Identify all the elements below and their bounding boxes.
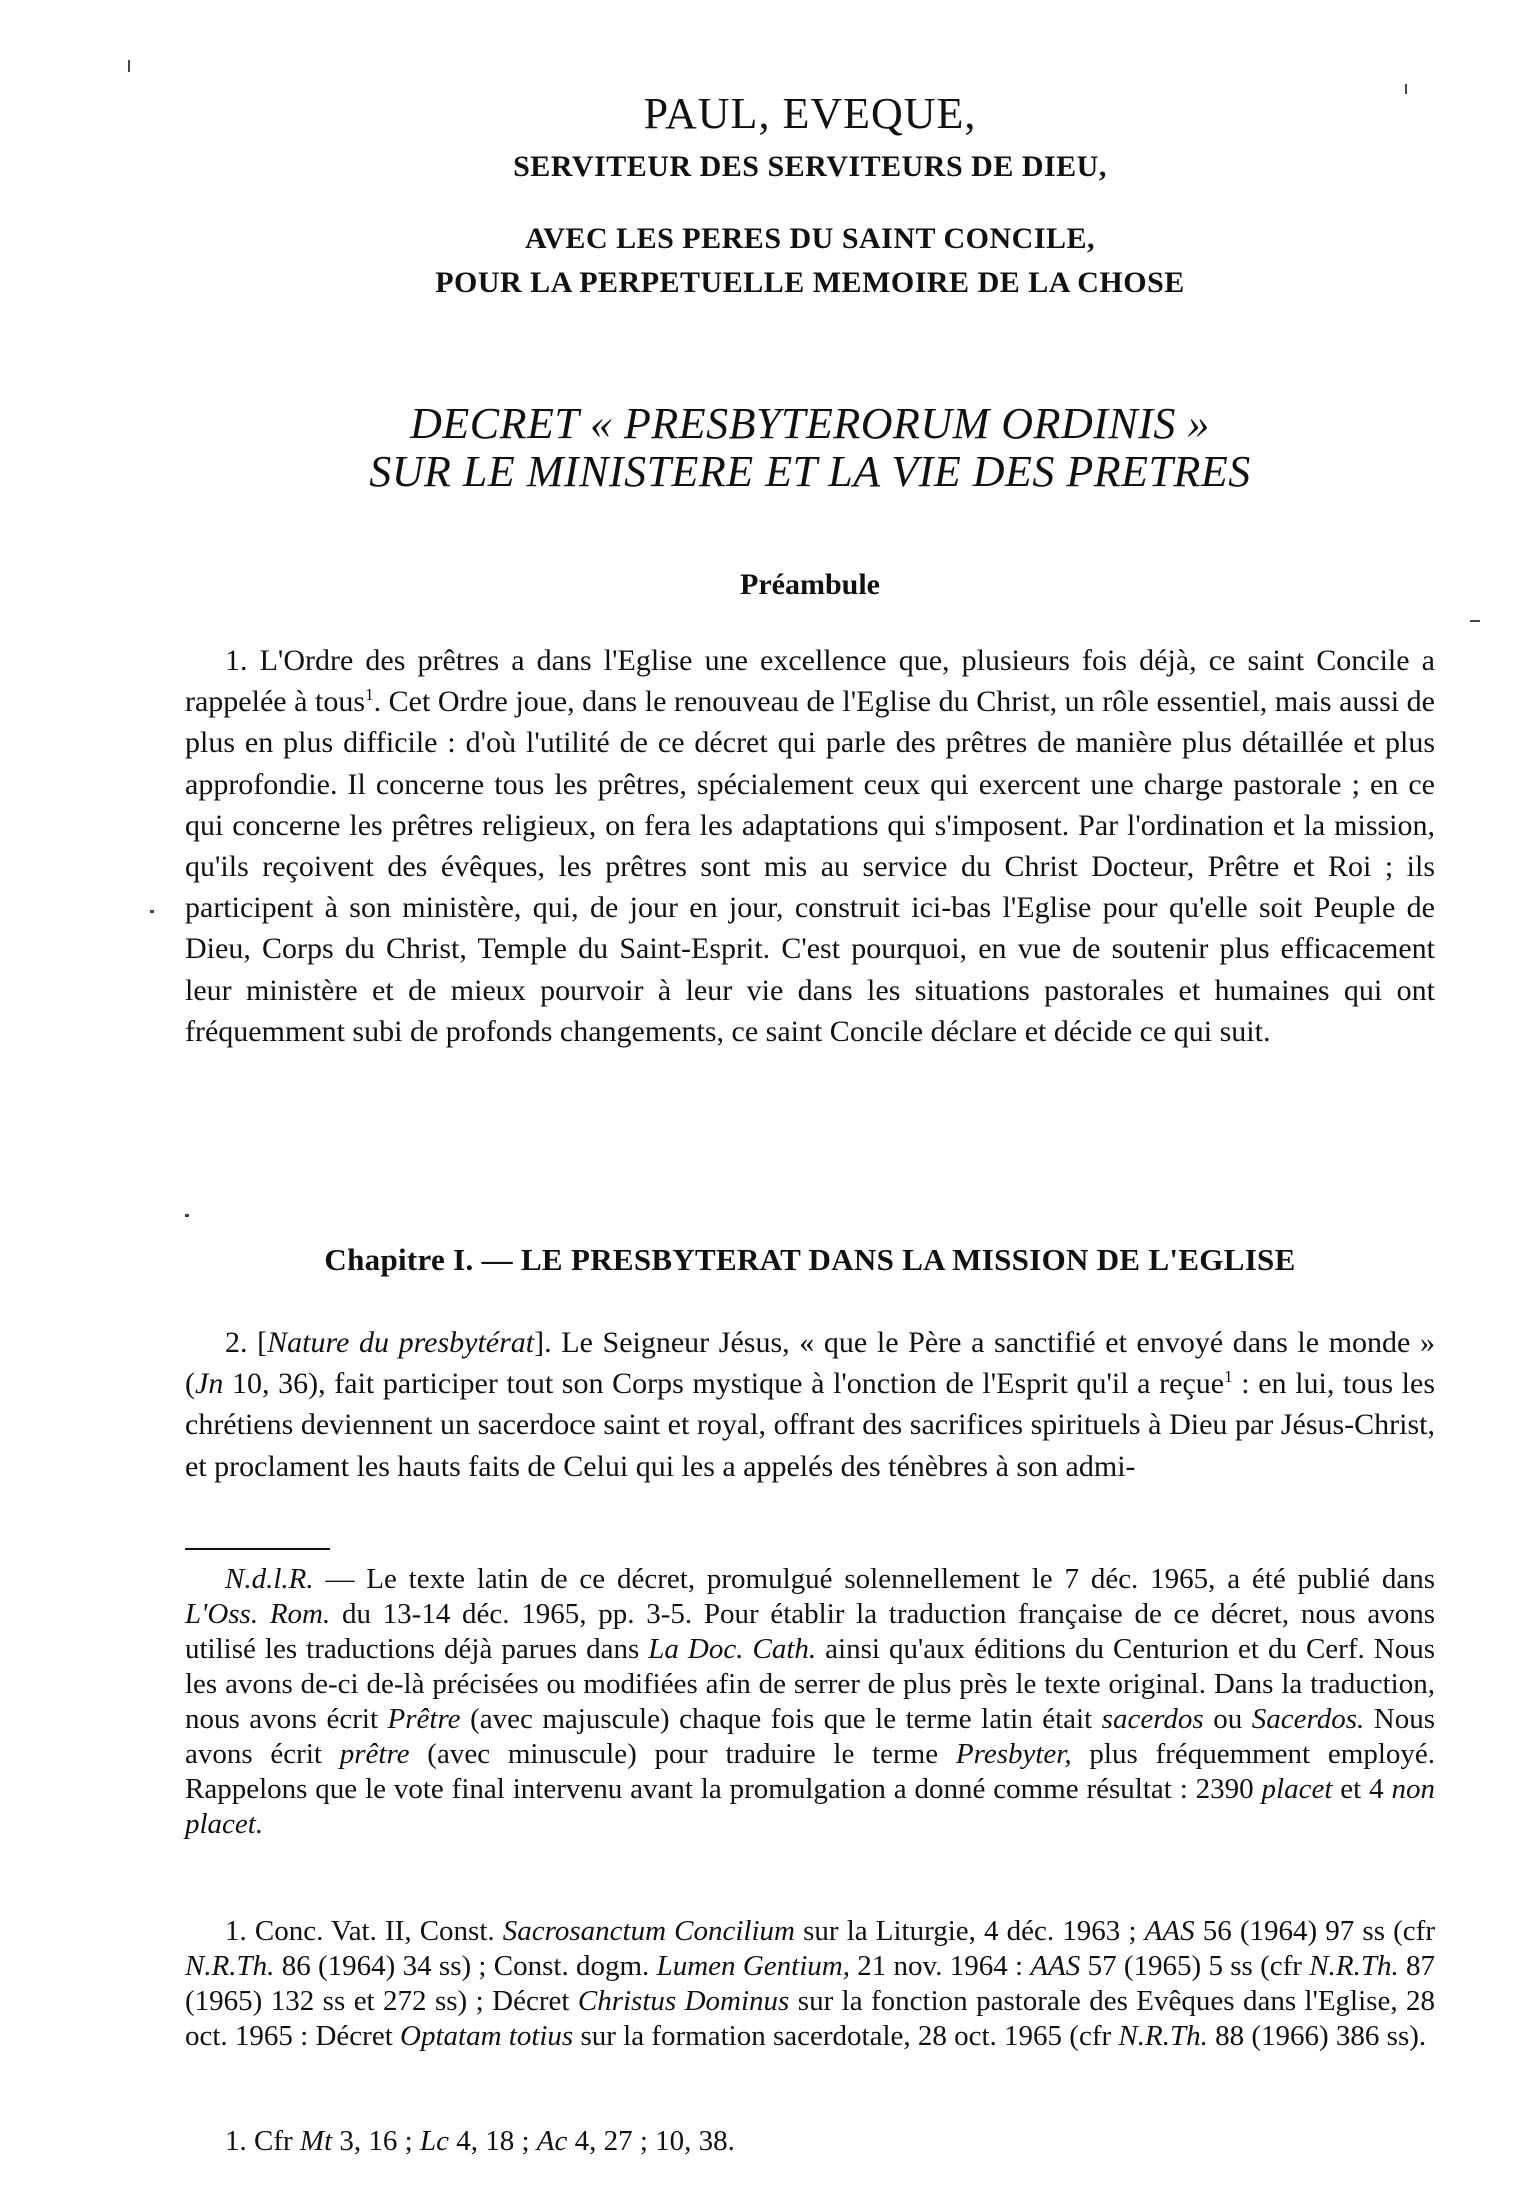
footnote-text: sur la Liturgie, 4 déc. 1963 ; <box>794 1915 1145 1947</box>
italic-text: Ac <box>536 2125 568 2157</box>
italic-text: Presbyter, <box>955 1738 1072 1770</box>
footnote-text: plus fréquemment employé. Rappelons que le vote final intervenu avant la promulgation a donné comme résultat : 2390 <box>185 1738 1436 1805</box>
decree-title-line-1: DECRET « PRESBYTERORUM ORDINIS » <box>410 399 1210 448</box>
italic-text: placet <box>1261 1773 1333 1805</box>
chapter-heading: Chapitre I. — LE PRESBYTERAT DANS LA MISSION DE L'EGLISE <box>324 1242 1296 1277</box>
footnote-text: — Le texte latin de ce décret, promulgué solennellement le 7 déc. 1965, a été publié dans <box>313 1563 1435 1595</box>
paragraph-text: : en lui, tous les chrétiens deviennent un sacerdoce saint et royal, offrant des sacrifices spirituels à Dieu par Jésus-Christ, et proclament les hauts faits de Celui qui les a appelés des ténèbres à son admi- <box>185 1367 1436 1483</box>
footnote-editorial <box>185 1562 1435 1842</box>
footnote-text: 57 (1965) 5 ss (cfr <box>1080 1950 1310 1982</box>
footnote-1b <box>185 2124 1435 2159</box>
italic-text: N.d.l.R. <box>225 1563 314 1595</box>
italic-text: N.R.Th. <box>1309 1950 1399 1982</box>
scan-mark <box>1405 84 1407 94</box>
footnote-text: 3, 16 ; <box>332 2125 420 2157</box>
preamble-heading: Préambule <box>740 568 880 601</box>
italic-text: AAS <box>1030 1950 1081 1982</box>
footnote-text: (avec majuscule) chaque fois que le terme latin était <box>460 1703 1102 1735</box>
italic-text: N.R.Th. <box>185 1950 275 1982</box>
italic-text: Christus Dominus <box>577 1985 790 2017</box>
footnote-ref: 1 <box>365 685 374 705</box>
italic-text: Sacerdos. <box>1251 1703 1365 1735</box>
italic-text: Prêtre <box>387 1703 461 1735</box>
decree-title-line-2: SUR LE MINISTERE ET LA VIE DES PRETRES <box>369 447 1251 496</box>
italic-text: Lumen Gentium, <box>656 1950 850 1982</box>
preamble-paragraph <box>185 640 1435 1052</box>
header-line-2: SERVITEUR DES SERVITEURS DE DIEU, <box>513 150 1107 183</box>
footnote-text: 88 (1966) 386 ss). <box>1207 2020 1427 2052</box>
italic-text: Optatam totius <box>400 2020 574 2052</box>
footnote-text: 1. Cfr <box>225 2125 300 2157</box>
italic-text: sacerdos <box>1101 1703 1204 1735</box>
header-line-1: PAUL, EVEQUE, <box>643 89 977 138</box>
footnote-text: ainsi qu'aux éditions du Centurion et du Cerf. Nous les avons de-ci de-là précisées ou modifiées afin de serrer de plus près le texte original. Dans la traduction, nous avons écrit <box>185 1633 1435 1735</box>
italic-text: Jn <box>195 1367 224 1401</box>
footnote-text: 86 (1964) 34 ss) ; Const. dogm. <box>274 1950 657 1982</box>
chapter-paragraph <box>185 1322 1435 1487</box>
footnote-text: 4, 18 ; <box>448 2125 537 2157</box>
footnote-text: et 4 <box>1332 1773 1392 1805</box>
paragraph-text: 10, 36), fait participer tout son Corps mystique à l'onction de l'Esprit qu'il a reçue <box>223 1367 1225 1401</box>
scan-mark <box>1470 620 1480 622</box>
footnote-text: 56 (1964) 97 ss (cfr <box>1194 1915 1435 1947</box>
scan-mark <box>128 60 130 72</box>
footnote-separator <box>185 1548 330 1550</box>
italic-text: non placet. <box>185 1773 1435 1840</box>
footnote-text: Nous avons écrit <box>185 1703 1436 1770</box>
italic-text: Lc <box>419 2125 449 2157</box>
footnote-text: sur la fonction pastorale des Evêques dans l'Eglise, 28 oct. 1965 : Décret <box>185 1985 1436 2052</box>
scan-mark <box>185 1214 189 1217</box>
footnote-text: ou <box>1203 1703 1252 1735</box>
footnote-ref: 1 <box>1224 1367 1233 1387</box>
italic-text: L'Oss. Rom. <box>185 1598 331 1630</box>
footnote-text: 21 nov. 1964 : <box>849 1950 1031 1982</box>
footnote-text: (avec minuscule) pour traduire le terme <box>409 1738 956 1770</box>
italic-text: Nature du presbytérat <box>267 1326 535 1359</box>
italic-text: prêtre <box>339 1738 410 1770</box>
italic-text: AAS <box>1144 1915 1195 1947</box>
italic-text: La Doc. Cath. <box>648 1633 817 1665</box>
footnote-text: 1. Conc. Vat. II, Const. <box>225 1915 503 1947</box>
footnote-text: 4, 27 ; 10, 38. <box>567 2125 735 2157</box>
paragraph-text: ]. Le Seigneur Jésus, « que le Père a sanctifié et envoyé dans le monde » ( <box>185 1326 1435 1401</box>
footnote-1a <box>185 1914 1435 2054</box>
header-line-3: AVEC LES PERES DU SAINT CONCILE, <box>524 222 1096 255</box>
scan-mark <box>150 910 154 913</box>
italic-text: Mt <box>299 2125 333 2157</box>
paragraph-text: . Cet Ordre joue, dans le renouveau de l'Eglise du Christ, un rôle essentiel, mais aussi de plus en plus difficile : d'où l'utilité de ce décret qui parle des prêtres de manière plus détaillée et plus approfondie. Il concerne tous les prêtres, spécialement ceux qui exercent une charge pastorale ; en ce qui concerne les prêtres religieux, on fera les adaptations qui s'imposent. Par l'ordination et la mission, qu'ils reçoivent des évêques, les prêtres sont mis au service du Christ Docteur, Prêtre et Roi ; ils participent à son ministère, qui, de jour en jour, construit ici-bas l'Eglise pour qu'elle soit Peuple de Dieu, Corps du Christ, Temple du Saint-Esprit. C'est pourquoi, en vue de soutenir plus efficacement leur ministère et de mieux pourvoir à leur vie dans les situations pastorales et humaines qui ont fréquemment subi de profonds changements, ce saint Concile déclare et décide ce qui suit. <box>185 685 1435 1048</box>
footnote-text: sur la formation sacerdotale, 28 oct. 1965 (cfr <box>573 2020 1119 2052</box>
footnote-text: 87 (1965) 132 ss et 272 ss) ; Décret <box>185 1950 1435 2017</box>
paragraph-text: 1. L'Ordre des prêtres a dans l'Eglise une excellence que, plusieurs fois déjà, ce saint Concile a rappelée à tous <box>185 644 1435 719</box>
italic-text: N.R.Th. <box>1118 2020 1208 2052</box>
italic-text: Sacrosanctum Concilium <box>502 1915 795 1947</box>
paragraph-text: 2. [ <box>225 1326 268 1359</box>
footnote-text: du 13-14 déc. 1965, pp. 3-5. Pour établir la traduction française de ce décret, nous avons utilisé les traductions déjà parues dans <box>185 1598 1435 1665</box>
header-line-4: POUR LA PERPETUELLE MEMOIRE DE LA CHOSE <box>435 266 1185 299</box>
